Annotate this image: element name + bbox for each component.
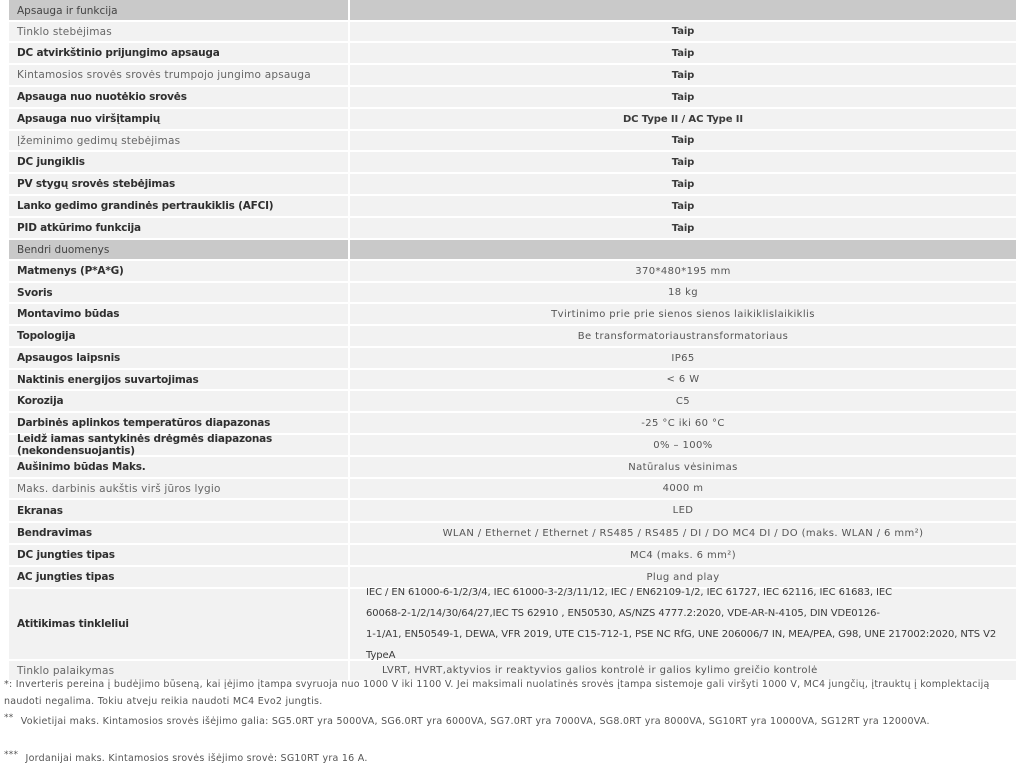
table-row [9, 196, 1016, 216]
table-row [9, 152, 1016, 172]
row-label: Aušinimo būdas Maks. [17, 461, 146, 473]
table-row [9, 457, 1016, 477]
row-label: Tinklo palaikymas [17, 664, 115, 677]
footnote-text: Jordanijai maks. Kintamosios srovės išėjimo srovė: SG10RT yra 16 A. [25, 753, 368, 764]
table-row [9, 391, 1016, 411]
table-row [9, 479, 1016, 498]
row-value: Taip [671, 200, 695, 212]
row-value: C5 [675, 395, 691, 407]
row-label: Atitikimas tinkleliui [17, 618, 129, 630]
footnote-mark: *: [4, 679, 13, 690]
row-label: Ekranas [17, 504, 63, 517]
row-value: -25 °C iki 60 °C [641, 417, 725, 429]
row-label: DC atvirkštinio prijungimo apsauga [17, 47, 220, 59]
footnotes [4, 676, 1014, 767]
table-row [9, 261, 1016, 281]
table-row [9, 523, 1016, 543]
table-row [9, 370, 1016, 389]
row-value: Plug and play [646, 571, 720, 583]
table-row [9, 131, 1016, 150]
row-label: Tinklo stebėjimas [17, 25, 112, 38]
row-label: Bendravimas [17, 527, 92, 539]
row-label: Maks. darbinis aukštis virš jūros lygio [17, 482, 221, 495]
row-label: Leidž iamas santykinės drėgmės diapazonas (nekondensuojantis) [17, 433, 273, 457]
row-value: Taip [671, 26, 695, 37]
row-label: PID atkūrimo funkcija [17, 222, 141, 234]
row-value: MC4 (maks. 6 mm²) [629, 549, 736, 561]
table-row [9, 500, 1016, 521]
footnote-mark: ** [4, 713, 14, 723]
section-header-blank [350, 0, 1016, 20]
row-value: Be transformatoriaustransformatoriaus [577, 330, 789, 342]
row-value: Taip [671, 178, 695, 190]
row-value-line: IEC / EN 61000-6-1/2/3/4, IEC 61000-3-2/3/11/12, IEC / EN62109-1/2, IEC 61727, IEC 62116, IEC 61683, IEC [366, 587, 893, 598]
section-header [9, 240, 1016, 259]
row-value: Taip [671, 47, 695, 59]
row-label: DC jungiklis [17, 156, 85, 168]
table-row [9, 589, 1016, 659]
row-value-line: 60068-2-1/2/14/30/64/27,IEC TS 62910 , EN50530, AS/NZS 4777.2:2020, VDE-AR-N-4105, DIN VDE0126- [366, 608, 880, 619]
row-value: WLAN / Ethernet / Ethernet / RS485 / RS485 / DI / DO MC4 DI / DO (maks. WLAN / 6 mm²) [442, 527, 924, 539]
row-value: DC Type II / AC Type II [622, 113, 744, 125]
row-value: Natūralus vėsinimas [628, 461, 738, 473]
table-row [9, 545, 1016, 565]
row-label: Topologija [17, 330, 76, 342]
row-value: Taip [671, 91, 695, 103]
row-label: Kintamosios srovės srovės trumpojo jungimo apsauga [17, 69, 311, 81]
row-label: Matmenys (P*A*G) [17, 265, 124, 277]
section-header-blank [350, 240, 1016, 259]
table-row [9, 326, 1016, 346]
footnote [4, 747, 1014, 767]
row-value: Tvirtinimo prie prie sienos sienos laikiklislaikiklis [551, 308, 815, 320]
row-value: LVRT, HVRT,aktyvios ir reaktyvios galios kontrolė ir galios kylimo greičio kontrolė [382, 665, 818, 676]
footnote-text: Vokietijai maks. Kintamosios srovės išėjimo galia: SG5.0RT yra 5000VA, SG6.0RT yra 6000VA, SG7.0RT yra 7000VA, SG8.0RT yra 8000VA, SG10RT yra 10000VA, SG12RT yra 12000VA. [20, 716, 930, 727]
row-label: Svoris [17, 286, 53, 299]
row-value: 0% – 100% [653, 439, 713, 451]
row-label: PV stygų srovės stebėjimas [17, 178, 176, 190]
table-row [9, 218, 1016, 238]
row-value: 370*480*195 mm [635, 265, 731, 277]
table-row [9, 283, 1016, 302]
section-header [9, 0, 1016, 20]
row-value: Taip [671, 156, 695, 168]
row-label: Apsauga nuo nuotėkio srovės [17, 91, 187, 103]
table-row [9, 109, 1016, 129]
row-value: IP65 [671, 352, 695, 364]
row-value: Taip [671, 69, 695, 81]
row-value: 18 kg [667, 287, 699, 298]
row-label: AC jungties tipas [17, 571, 115, 583]
row-label: Apsaugos laipsnis [17, 352, 121, 364]
row-value: Taip [671, 135, 695, 146]
row-value: LED [672, 505, 694, 516]
table-row [9, 304, 1016, 324]
row-value: Taip [671, 222, 695, 234]
table-row [9, 348, 1016, 368]
table-row [9, 22, 1016, 41]
table-row [9, 174, 1016, 194]
row-value-multiline [350, 589, 1016, 659]
table-row [9, 87, 1016, 107]
section-header-label: Bendri duomenys [9, 240, 348, 259]
row-label: Naktinis energijos suvartojimas [17, 373, 199, 386]
spec-table [9, 0, 1016, 682]
row-value-line: 1-1/A1, EN50549-1, DEWA, VFR 2019, UTE C15-712-1, PSE NC RfG, UNE 206006/7 IN, MEA/PEA, G98, UNE 217002:2020, NTS V2 TypeA [366, 629, 997, 661]
table-row [9, 43, 1016, 63]
row-label: Korozija [17, 395, 64, 407]
section-header-label: Apsauga ir funkcija [9, 0, 348, 20]
row-label: DC jungties tipas [17, 549, 115, 561]
footnote-text: naudoti negalima. Tokiu atveju reikia naudoti MC4 Evo2 jungtis. [4, 696, 323, 707]
footnote [4, 676, 1014, 710]
row-label: Įžeminimo gedimų stebėjimas [17, 134, 181, 147]
table-row [9, 413, 1016, 433]
row-value: 4000 m [662, 483, 704, 494]
row-label: Montavimo būdas [17, 308, 120, 320]
footnote [4, 710, 1014, 730]
table-row [9, 65, 1016, 85]
table-row [9, 435, 1016, 455]
footnote-mark: *** [4, 750, 19, 760]
row-label: Apsauga nuo viršįtampių [17, 113, 161, 125]
row-label: Lanko gedimo grandinės pertraukiklis (AFCI) [17, 200, 274, 212]
row-label: Darbinės aplinkos temperatūros diapazonas [17, 417, 271, 429]
row-value: < 6 W [666, 374, 700, 385]
footnote-text: Inverteris pereina į budėjimo būseną, kai įėjimo įtampa svyruoja nuo 1000 V iki 1100 V. Jei maksimali nuolatinės srovės įtampa sistemoje gali viršyti 1000 V, MC4 jungčių, įtrauktų į komplektaciją [15, 679, 990, 690]
